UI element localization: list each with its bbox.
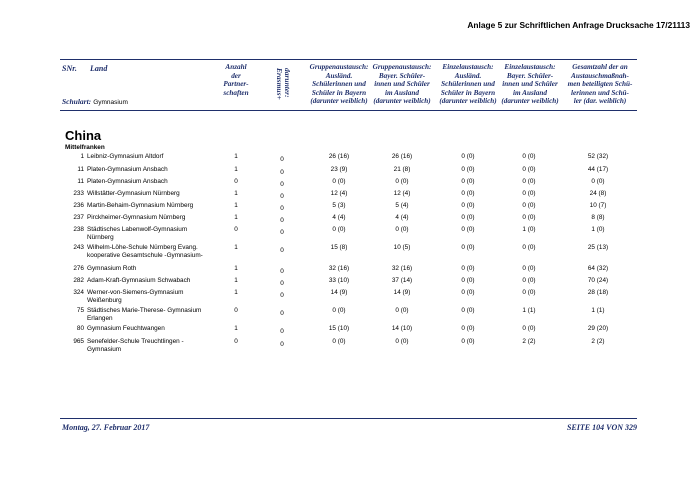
grp-ausland-value: 0 (0) [332,226,346,233]
einz-ausland-value: 0 (0) [461,226,475,233]
grp-ausland-value: 15 (10) [328,325,350,332]
erasmus-count: 0 [280,156,284,163]
erasmus-count: 0 [280,247,284,254]
snr-header: SNr. [62,64,77,73]
einz-ausland-value: 0 (0) [461,153,475,160]
footer-rule [60,418,637,419]
school-number: 243 [73,244,84,251]
einz-bayer-value: 2 (2) [522,338,536,345]
grp-bayer-value: 10 (5) [393,244,411,251]
einz-bayer-value: 0 (0) [522,214,536,221]
erasmus-count: 0 [280,181,284,188]
school-name-line: Gymnasium Feuchtwangen [87,325,165,332]
school-name-line: Pirckheimer-Gymnasium Nürnberg [87,214,186,221]
grp-ausland-value: 33 (10) [328,277,350,284]
partner-count: 1 [234,244,238,251]
col-gesamt-line: lerinnen und Schü- [571,88,629,97]
einz-ausland-value: 0 (0) [461,202,475,209]
school-name [87,178,215,186]
col-gesamt-header [562,63,638,106]
col-erasmus-line: darunter: [283,68,292,98]
school-name [87,277,215,285]
gesamt-value: 1 (1) [591,307,605,314]
gesamt-value: 28 (18) [587,289,609,296]
einz-bayer-value: 0 (0) [522,265,536,272]
einz-ausland-value: 0 (0) [461,307,475,314]
col-gesamt-line: ler (dar. weiblich) [573,97,627,106]
school-number: 11 [77,166,84,173]
col-gesamt-line: men beteiligten Schü- [567,80,633,89]
school-number: 1 [80,153,84,160]
school-number: 965 [73,338,84,345]
grp-ausland-value: 26 (16) [328,153,350,160]
school-name-line: Platen-Gymnasium Ansbach [87,178,168,185]
col-einz-ausland-line: Schüler in Bayern [440,88,496,97]
school-name-line: Gymnasium [87,346,122,353]
erasmus-count: 0 [280,217,284,224]
grp-bayer-value: 5 (4) [395,202,409,209]
col-einz-bayer-line: Bayer. Schüler- [506,71,554,80]
einz-ausland-value: 0 (0) [461,338,475,345]
col-gesamt-line: Austauschmaßnah- [571,71,629,80]
grp-bayer-value: 4 (4) [395,214,409,221]
grp-bayer-value: 14 (10) [391,325,413,332]
header-bottom-rule [60,110,637,111]
erasmus-count: 0 [280,229,284,236]
col-einz-ausland-line: (darunter weiblich) [439,97,497,106]
gesamt-value: 25 (13) [587,244,609,251]
school-name [87,190,215,198]
col-grp-ausland-header [305,63,373,106]
grp-ausland-value: 5 (3) [332,202,346,209]
grp-bayer-value: 21 (8) [393,166,411,173]
country-heading: China [65,128,102,143]
einz-bayer-value: 0 (0) [522,166,536,173]
partner-count: 1 [234,166,238,173]
schulart-label: Schulart: [62,97,92,106]
gesamt-value: 8 (8) [591,214,605,221]
col-grp-bayer-line: Bayer. Schüler- [378,71,426,80]
partner-count: 0 [234,178,238,185]
gesamt-value: 24 (8) [589,190,607,197]
grp-ausland-value: 0 (0) [332,307,346,314]
gesamt-value: 44 (17) [587,166,609,173]
col-grp-ausland-line: Schülerinnen und [312,80,366,89]
grp-ausland-value: 32 (16) [328,265,350,272]
school-number: 236 [73,202,84,209]
col-grp-bayer-line: Gruppenaustausch: [372,63,432,71]
einz-bayer-value: 0 (0) [522,190,536,197]
gesamt-value: 64 (32) [587,265,609,272]
gesamt-value: 29 (20) [587,325,609,332]
school-number: 276 [73,265,84,272]
einz-ausland-value: 0 (0) [461,265,475,272]
grp-bayer-value: 0 (0) [395,338,409,345]
school-name [87,265,215,273]
school-number: 238 [73,226,84,233]
school-name [87,226,215,242]
col-partner-line: schaften [223,88,249,97]
schulart-value: Gymnasium [93,99,128,106]
gesamt-value: 2 (2) [591,338,605,345]
school-name-line: Städtisches Marie-Therese- Gymnasium [87,307,202,314]
erasmus-count: 0 [280,341,284,348]
school-number: 282 [73,277,84,284]
erasmus-count: 0 [280,310,284,317]
col-einz-ausland-line: Einzelaustausch: [442,63,494,71]
col-einz-bayer-line: Einzelaustausch: [504,63,556,71]
school-name-line: Willstätter-Gymnasium Nürnberg [87,190,180,197]
einz-ausland-value: 0 (0) [461,244,475,251]
grp-ausland-value: 12 (4) [330,190,348,197]
col-einz-bayer-header [496,63,564,106]
einz-bayer-value: 1 (1) [522,307,536,314]
footer-page-number: SEITE 104 VON 329 [566,423,637,432]
grp-ausland-value: 0 (0) [332,178,346,185]
col-partner-line: Partner- [223,80,249,89]
partner-count: 1 [234,214,238,221]
col-grp-ausland-line: (darunter weiblich) [310,97,368,106]
partner-count: 0 [234,307,238,314]
col-gesamt-line: Gesamtzahl der an [572,63,628,71]
einz-bayer-value: 0 (0) [522,289,536,296]
erasmus-count: 0 [280,193,284,200]
school-name-line: Nürnberg [87,234,114,241]
einz-ausland-value: 0 (0) [461,325,475,332]
partner-count: 1 [234,190,238,197]
school-name-line: Wilhelm-Löhe-Schule Nürnberg Evang. [87,244,198,251]
erasmus-count: 0 [280,280,284,287]
grp-bayer-value: 14 (9) [393,289,411,296]
school-name-line: Leibniz-Gymnasium Altdorf [87,153,164,160]
col-einz-bayer-line: innen und Schüler [502,80,558,89]
gesamt-value: 70 (24) [587,277,609,284]
school-name-line: Gymnasium Roth [87,265,137,272]
einz-ausland-value: 0 (0) [461,214,475,221]
einz-ausland-value: 0 (0) [461,178,475,185]
col-grp-ausland-line: Ausländ. [325,71,353,80]
erasmus-count: 0 [280,328,284,335]
partner-count: 1 [234,325,238,332]
einz-ausland-value: 0 (0) [461,166,475,173]
grp-bayer-value: 0 (0) [395,226,409,233]
einz-bayer-value: 0 (0) [522,202,536,209]
grp-bayer-value: 0 (0) [395,178,409,185]
gesamt-value: 1 (0) [591,226,605,233]
school-number: 75 [76,307,84,314]
einz-ausland-value: 0 (0) [461,277,475,284]
col-grp-bayer-line: im Ausland [385,88,419,97]
grp-bayer-value: 32 (16) [391,265,413,272]
partner-count: 0 [234,226,238,233]
school-name-line: Weißenburg [87,297,122,304]
einz-bayer-value: 0 (0) [522,325,536,332]
footer-date: Montag, 27. Februar 2017 [62,423,150,432]
partner-count: 0 [234,338,238,345]
school-name-line: Werner-von-Siemens-Gymnasium [87,289,184,296]
col-erasmus-line: Erasmus+ [275,68,284,100]
erasmus-count: 0 [280,205,284,212]
land-header: Land [90,64,108,73]
school-name [87,307,215,323]
col-einz-bayer-line: im Ausland [513,88,547,97]
col-grp-bayer-line: innen und Schüler [374,80,430,89]
gesamt-value: 52 (32) [587,153,609,160]
school-name [87,289,215,305]
partner-count: 1 [234,202,238,209]
col-partner-line: der [231,71,241,80]
school-name-line: Senefelder-Schule Treuchtlingen - [87,338,184,345]
col-erasmus-header [275,68,291,100]
school-name [87,338,215,354]
school-name [87,214,215,222]
gesamt-value: 10 (7) [589,202,607,209]
school-number: 80 [76,325,84,332]
col-grp-ausland-line: Schüler in Bayern [311,88,367,97]
school-name [87,202,215,210]
school-name [87,244,215,260]
grp-ausland-value: 0 (0) [332,338,346,345]
einz-ausland-value: 0 (0) [461,289,475,296]
school-number: 237 [73,214,84,221]
school-name [87,325,215,333]
erasmus-count: 0 [280,268,284,275]
col-grp-ausland-line: Gruppenaustausch: [309,63,369,71]
school-name-line: Adam-Kraft-Gymnasium Schwabach [87,277,191,284]
school-name [87,166,215,174]
col-einz-ausland-line: Schülerinnen und [441,80,495,89]
school-name-line: Erlangen [87,315,113,322]
col-einz-ausland-header [434,63,502,106]
region-heading: Mittelfranken [65,144,105,151]
school-number: 11 [77,178,84,185]
col-grp-bayer-header [368,63,436,106]
grp-bayer-value: 37 (14) [391,277,413,284]
school-number: 324 [73,289,84,296]
einz-bayer-value: 0 (0) [522,153,536,160]
col-einz-ausland-line: Ausländ. [454,71,482,80]
school-name-line: Platen-Gymnasium Ansbach [87,166,168,173]
partner-count: 1 [234,289,238,296]
einz-bayer-value: 0 (0) [522,178,536,185]
grp-bayer-value: 0 (0) [395,307,409,314]
grp-ausland-value: 15 (8) [330,244,348,251]
school-name-line: kooperative Gesamtschule -Gymnasium- [87,252,203,259]
einz-bayer-value: 0 (0) [522,244,536,251]
document-title: Anlage 5 zur Schriftlichen Anfrage Drucksache 17/21113 [467,20,690,30]
col-einz-bayer-line: (darunter weiblich) [501,97,559,106]
partner-count: 1 [234,153,238,160]
grp-bayer-value: 12 (4) [393,190,411,197]
erasmus-count: 0 [280,169,284,176]
einz-ausland-value: 0 (0) [461,190,475,197]
grp-ausland-value: 4 (4) [332,214,346,221]
einz-bayer-value: 0 (0) [522,277,536,284]
erasmus-count: 0 [280,292,284,299]
header-top-rule [60,59,637,60]
gesamt-value: 0 (0) [591,178,605,185]
school-name [87,153,215,161]
col-grp-bayer-line: (darunter weiblich) [373,97,431,106]
school-name-line: Martin-Behaim-Gymnasium Nürnberg [87,202,194,209]
grp-bayer-value: 26 (16) [391,153,413,160]
schulart-header [62,97,128,106]
grp-ausland-value: 23 (9) [330,166,348,173]
col-partner-line: Anzahl [225,63,247,71]
grp-ausland-value: 14 (9) [330,289,348,296]
partner-count: 1 [234,277,238,284]
einz-bayer-value: 1 (0) [522,226,536,233]
partner-count: 1 [234,265,238,272]
col-partner-header [214,63,258,97]
school-number: 233 [73,190,84,197]
school-name-line: Städtisches Labenwolf-Gymnasium [87,226,188,233]
